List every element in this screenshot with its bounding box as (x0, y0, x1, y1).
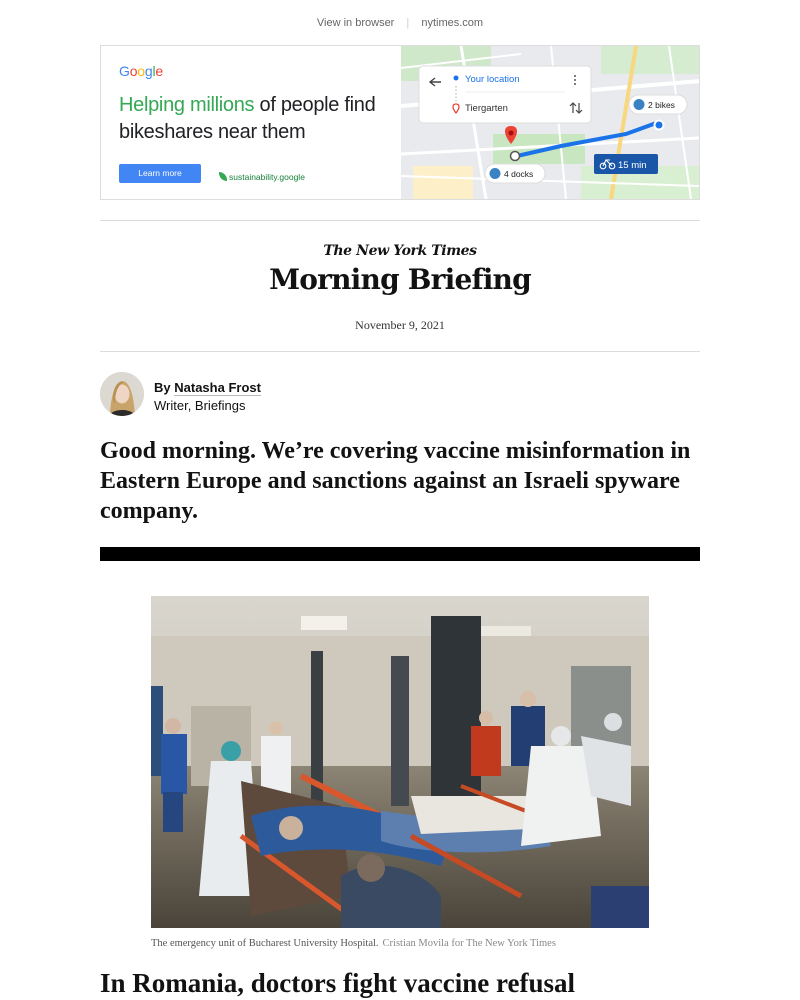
learn-more-button[interactable]: Learn more (119, 164, 201, 183)
hospital-photo[interactable] (151, 596, 649, 928)
bikes-chip (629, 95, 687, 114)
route-to: Tiergarten (465, 103, 508, 114)
masthead (0, 243, 800, 296)
photo-caption (151, 938, 671, 949)
google-ad-banner[interactable] (100, 45, 700, 200)
view-in-browser-link[interactable]: View in browser (316, 17, 395, 29)
location-dot-icon (454, 76, 459, 81)
duration-chip (594, 154, 658, 174)
byline-prefix: By (154, 380, 171, 395)
ad-headline-rest: of people find bikeshares near them (119, 94, 376, 143)
top-links (0, 17, 800, 29)
author-line (154, 380, 261, 395)
photo-credit: Cristian Movila for The New York Times (382, 938, 556, 949)
author-name-link[interactable]: Natasha Frost (174, 380, 261, 395)
docks-count: 4 docks (504, 169, 534, 179)
divider-top (100, 220, 700, 221)
ad-map (401, 46, 700, 199)
divider-bottom (100, 351, 700, 352)
avatar (100, 372, 144, 416)
nyt-logo[interactable]: The New York Times (323, 243, 477, 259)
ad-text-panel (101, 46, 401, 199)
issue-date: November 9, 2021 (355, 318, 445, 332)
google-logo: Google (119, 63, 163, 79)
sustainability-label: sustainability.google (229, 172, 305, 182)
bikes-count: 2 bikes (648, 100, 675, 110)
caption-text: The emergency unit of Bucharest University Hospital. (151, 938, 379, 949)
docks-chip (485, 164, 545, 183)
ad-headline (119, 92, 399, 146)
section-bar (100, 547, 700, 561)
intro-text: Good morning. We’re covering vaccine misinformation in Eastern Europe and sanctions against an Israeli spyware company. (100, 438, 691, 524)
sustainability-link[interactable] (219, 172, 305, 182)
article-headline[interactable]: In Romania, doctors fight vaccine refusal (100, 968, 575, 998)
leaf-icon (219, 172, 227, 181)
nytimes-link[interactable]: nytimes.com (421, 17, 484, 29)
duration-label: 15 min (618, 160, 647, 171)
ad-headline-highlight: Helping millions (119, 94, 255, 116)
separator: | (406, 17, 410, 29)
author-role: Writer, Briefings (154, 398, 246, 413)
route-from: Your location (465, 74, 520, 85)
newsletter-title: Morning Briefing (269, 263, 531, 296)
route-card (419, 66, 591, 123)
